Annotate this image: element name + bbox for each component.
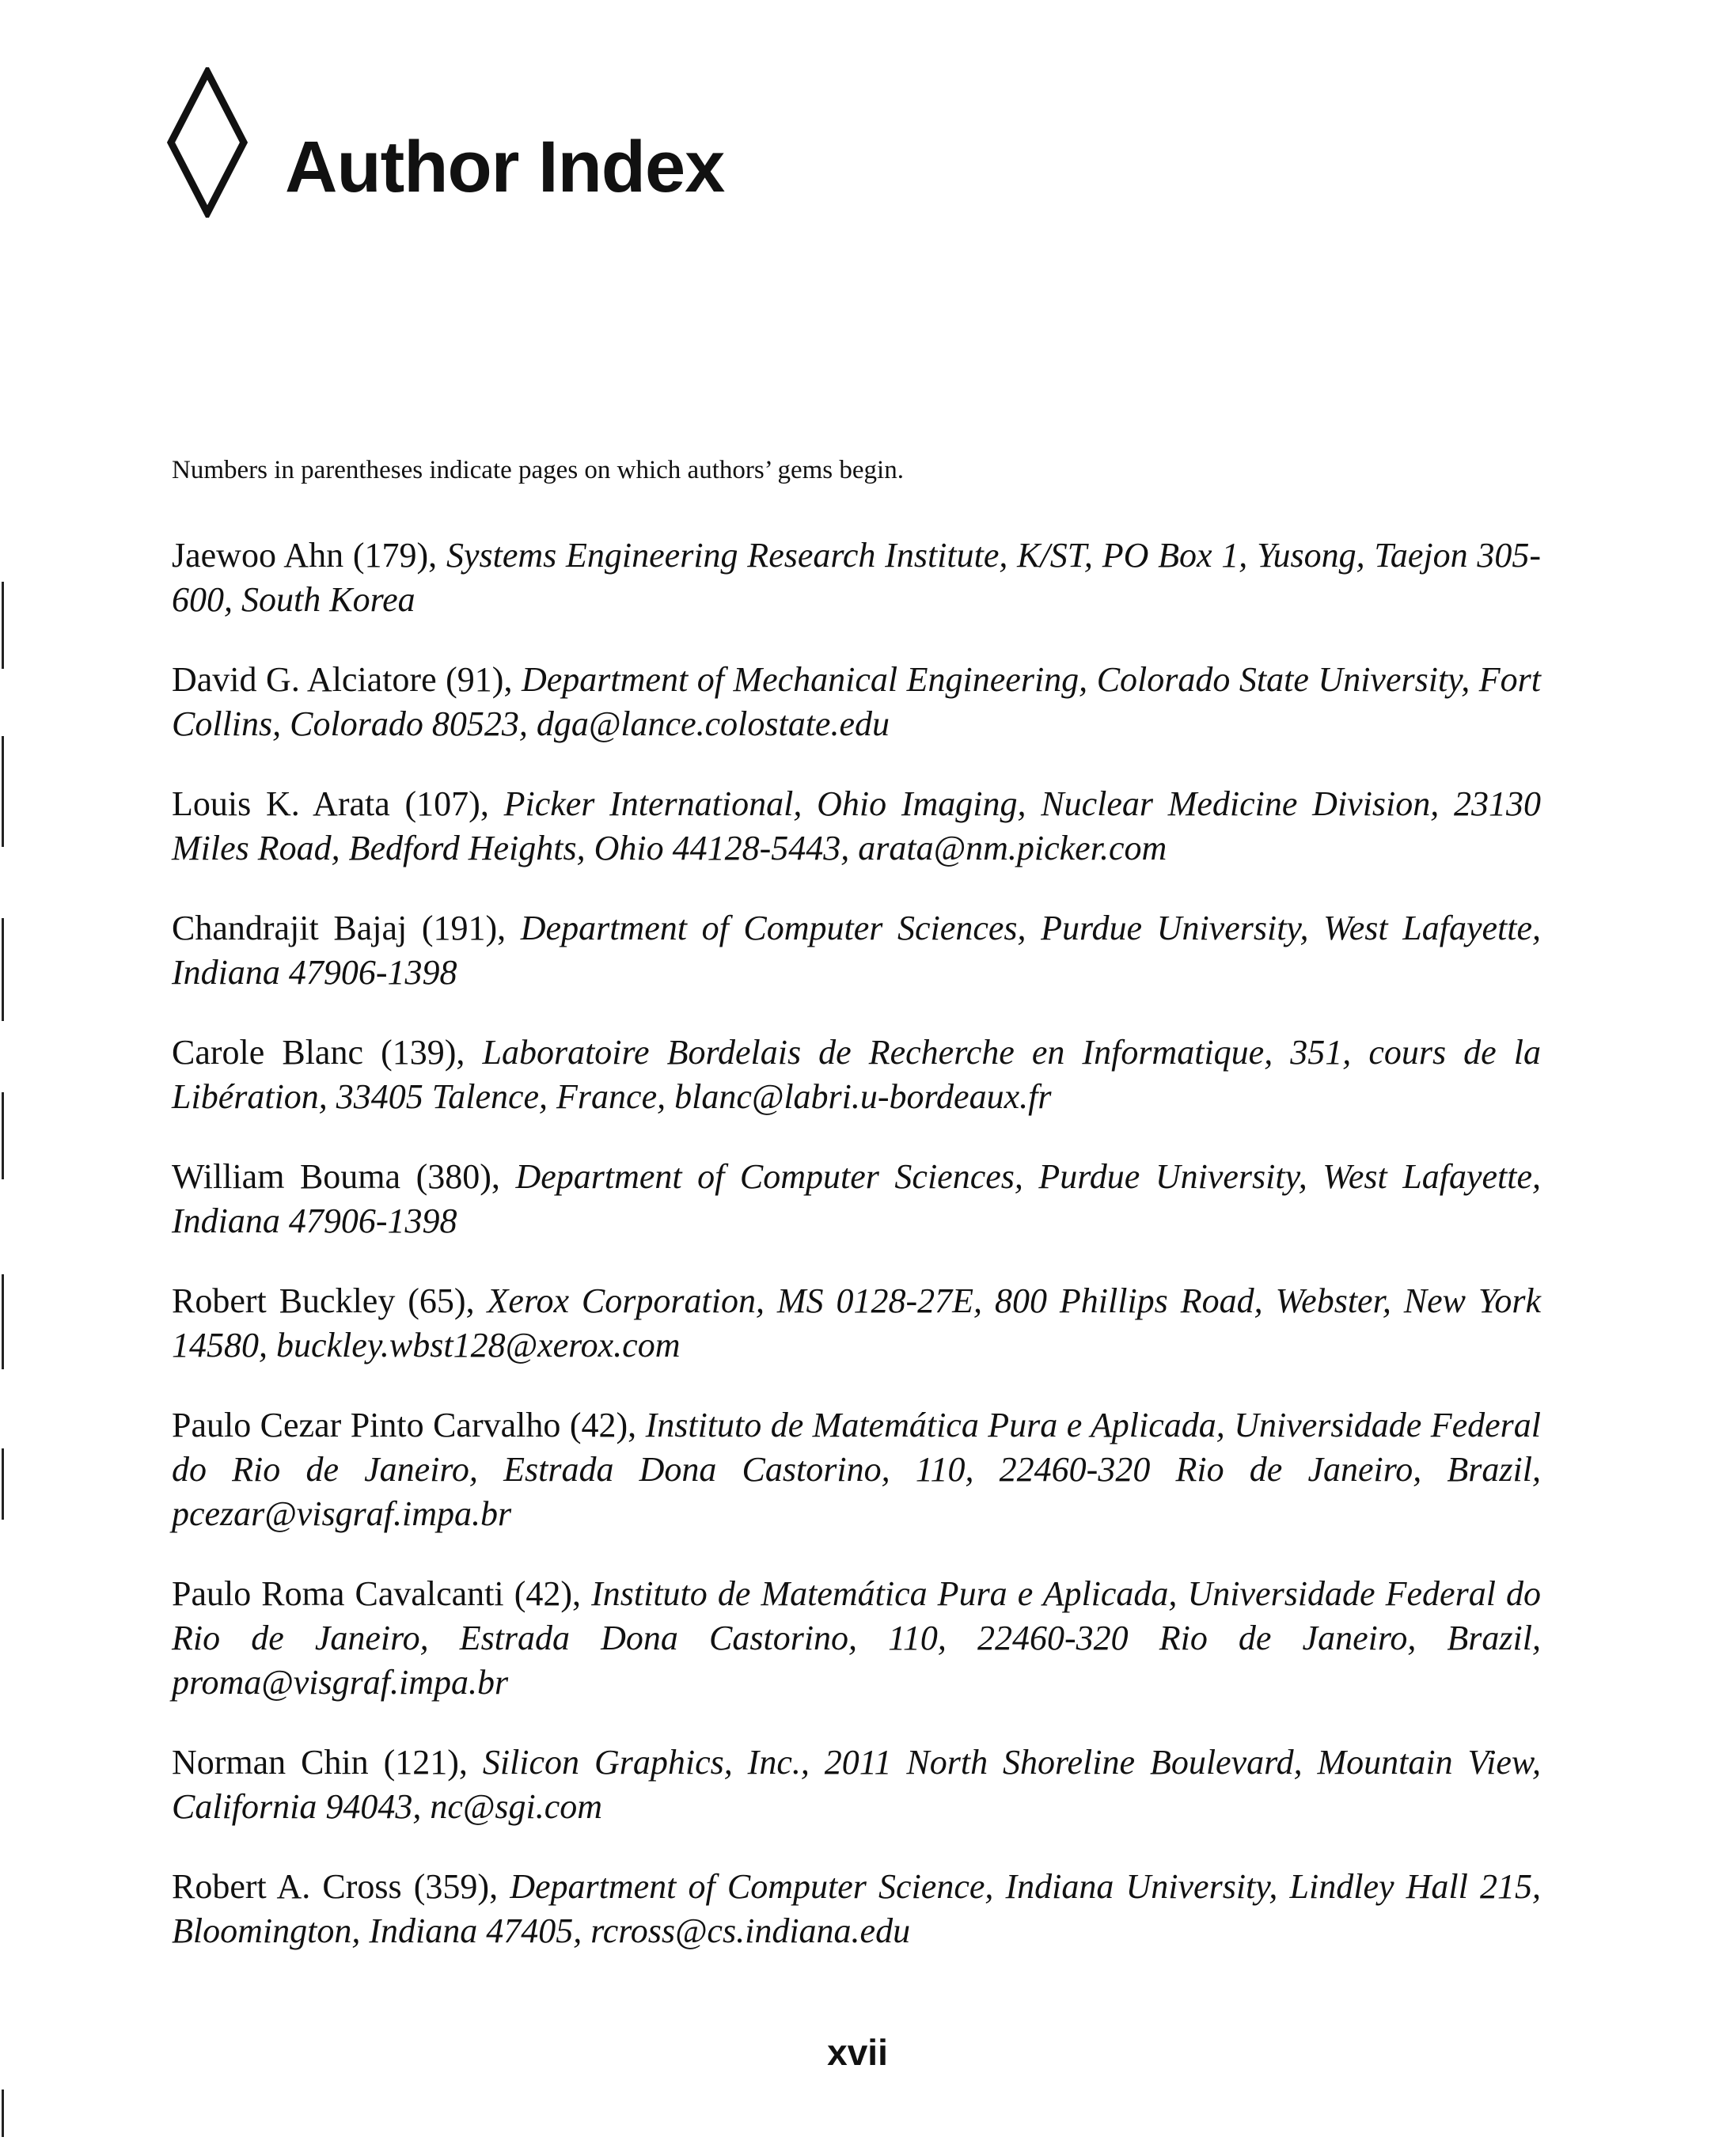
diamond-icon — [165, 67, 250, 218]
scan-mark — [2, 582, 4, 669]
author-page: (107), — [404, 784, 489, 823]
author-entry — [172, 782, 1541, 871]
author-name: Paulo Cezar Pinto Carvalho — [172, 1406, 561, 1444]
author-page: (65), — [408, 1281, 475, 1320]
author-page: (42), — [514, 1574, 582, 1613]
author-name: Paulo Roma Cavalcanti — [172, 1574, 504, 1613]
author-entry — [172, 1740, 1541, 1829]
author-entry — [172, 533, 1541, 622]
author-page: (380), — [415, 1157, 500, 1196]
author-name: Louis K. Arata — [172, 784, 390, 823]
author-affiliation: Department of Mechanical Engineering, Colorado State University, Fort Collins, Colorado 80523, dga@lance.colostate.edu — [172, 660, 1542, 743]
author-affiliation: Picker International, Ohio Imaging, Nuclear Medicine Division, 23130 Miles Road, Bedford Heights, Ohio 44128-5443, arata@nm.picker.com — [172, 784, 1542, 867]
author-name: Robert A. Cross — [172, 1867, 402, 1906]
author-affiliation: Department of Computer Science, Indiana University, Lindley Hall 215, Bloomington, Indiana 47405, rcross@cs.indiana.edu — [172, 1867, 1541, 1950]
author-page: (42), — [569, 1406, 637, 1444]
author-affiliation: Laboratoire Bordelais de Recherche en Informatique, 351, cours de la Libération, 33405 Talence, France, blanc@labri.u-bordeaux.fr — [172, 1033, 1542, 1116]
author-affiliation: Systems Engineering Research Institute, K/ST, PO Box 1, Yusong, Taejon 305-600, South Korea — [172, 536, 1542, 619]
author-entry — [172, 1403, 1541, 1536]
author-page: (179), — [352, 536, 438, 575]
author-affiliation: Instituto de Matemática Pura e Aplicada, Universidade Federal do Rio de Janeiro, Estrada Dona Castorino, 110, 22460-320 Rio de Janeiro, Brazil, proma@visgraf.impa.br — [172, 1574, 1542, 1702]
author-affiliation: Silicon Graphics, Inc., 2011 North Shoreline Boulevard, Mountain View, California 94043, nc@sgi.com — [172, 1743, 1541, 1826]
author-affiliation: Department of Computer Sciences, Purdue University, West Lafayette, Indiana 47906-1398 — [172, 1157, 1541, 1240]
index-note: Numbers in parentheses indicate pages on which authors’ gems begin. — [172, 456, 904, 484]
author-name: Norman Chin — [172, 1743, 369, 1782]
author-entry — [172, 1572, 1541, 1705]
scan-mark — [2, 918, 4, 1021]
author-index-list — [172, 453, 1541, 1989]
author-entry — [172, 1031, 1541, 1119]
scan-mark — [2, 1448, 4, 1520]
author-page: (121), — [383, 1743, 468, 1782]
author-affiliation: Department of Computer Sciences, Purdue University, West Lafayette, Indiana 47906-1398 — [172, 909, 1541, 992]
author-affiliation: Xerox Corporation, MS 0128-27E, 800 Phillips Road, Webster, New York 14580, buckley.wbst128@xerox.com — [172, 1281, 1542, 1365]
author-affiliation: Instituto de Matemática Pura e Aplicada, Universidade Federal do Rio de Janeiro, Estrada Dona Castorino, 110, 22460-320 Rio de Janeiro, Brazil, pcezar@visgraf.impa.br — [172, 1406, 1542, 1533]
author-entry — [172, 906, 1541, 995]
page-number: xvii — [827, 2032, 888, 2073]
author-name: David G. Alciatore — [172, 660, 437, 699]
author-name: Chandrajit Bajaj — [172, 909, 408, 947]
author-page: (191), — [421, 909, 507, 947]
scan-mark — [2, 736, 4, 847]
author-entry — [172, 1279, 1541, 1368]
page-title: Author Index — [285, 127, 725, 207]
author-entry — [172, 1865, 1541, 1953]
author-name: Jaewoo Ahn — [172, 536, 344, 575]
author-name: Robert Buckley — [172, 1281, 396, 1320]
author-name: Carole Blanc — [172, 1033, 363, 1072]
scan-mark — [2, 1092, 4, 1179]
author-page: (359), — [413, 1867, 499, 1906]
author-page: (91), — [446, 660, 513, 699]
scan-mark — [2, 1274, 4, 1369]
author-page: (139), — [381, 1033, 465, 1072]
author-entry — [172, 1155, 1541, 1243]
author-entry — [172, 658, 1541, 746]
scan-mark — [2, 2090, 4, 2137]
chapter-header — [158, 59, 1504, 233]
author-name: William Bouma — [172, 1157, 401, 1196]
